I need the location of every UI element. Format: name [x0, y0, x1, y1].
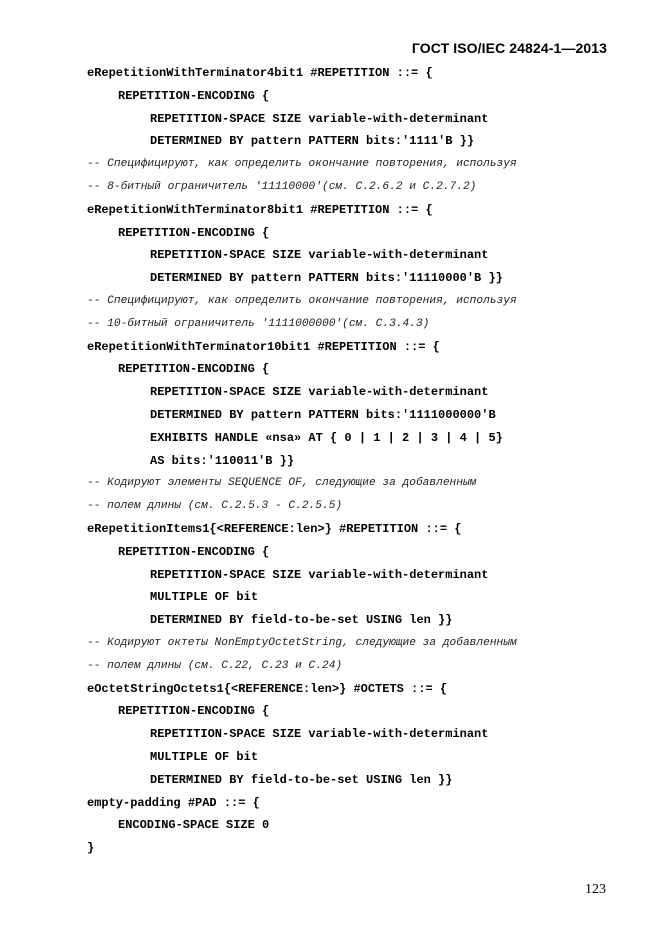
- code-line: DETERMINED BY pattern PATTERN bits:'1111'B }}: [150, 134, 475, 149]
- code-comment: -- полем длины (см. С.22, С.23 и С.24): [87, 659, 343, 672]
- code-comment: -- Специфицируют, как определить окончание повторения, используя: [87, 294, 517, 307]
- code-line: REPETITION-SPACE SIZE variable-with-determinant: [150, 111, 489, 126]
- code-line: eRepetitionWithTerminator8bit1 #REPETITION ::= {: [87, 202, 433, 217]
- code-line: eRepetitionItems1{<REFERENCE:len>} #REPETITION ::= {: [87, 521, 462, 536]
- code-line: }: [87, 841, 95, 856]
- code-line: DETERMINED BY field-to-be-set USING len }}: [150, 613, 453, 628]
- code-line: eOctetStringOctets1{<REFERENCE:len>} #OCTETS ::= {: [87, 681, 448, 696]
- page-number: 123: [585, 882, 606, 897]
- code-line: empty-padding #PAD ::= {: [87, 795, 260, 810]
- code-comment: -- 10-битный ограничитель '1111000000'(см. С.3.4.3): [87, 317, 430, 330]
- code-line: REPETITION-ENCODING {: [118, 544, 270, 559]
- code-line: DETERMINED BY pattern PATTERN bits:'1111000000'B: [150, 407, 496, 422]
- code-line: MULTIPLE OF bit: [150, 749, 259, 764]
- code-line: REPETITION-ENCODING {: [118, 704, 270, 719]
- code-comment: -- Специфицируют, как определить окончание повторения, используя: [87, 158, 517, 171]
- document-header: ГОСТ ISO/IEC 24824-1—2013: [411, 40, 607, 56]
- code-line: ENCODING-SPACE SIZE 0: [118, 818, 270, 833]
- code-line: REPETITION-SPACE SIZE variable-with-determinant: [150, 385, 489, 400]
- code-listing: [87, 62, 627, 860]
- code-line: DETERMINED BY field-to-be-set USING len }}: [150, 772, 453, 787]
- code-comment: -- 8-битный ограничитель '11110000'(см. С.2.6.2 и С.2.7.2): [87, 180, 477, 193]
- code-line: REPETITION-ENCODING {: [118, 88, 270, 103]
- code-line: REPETITION-ENCODING {: [118, 362, 270, 377]
- code-line: DETERMINED BY pattern PATTERN bits:'11110000'B }}: [150, 271, 503, 286]
- code-line: eRepetitionWithTerminator4bit1 #REPETITION ::= {: [87, 66, 433, 80]
- code-comment: -- Кодируют элементы SEQUENCE OF, следующие за добавленным: [87, 477, 477, 490]
- code-comment: -- Кодируют октеты NonEmptyOctetString, следующие за добавленным: [87, 636, 517, 649]
- code-line: REPETITION-SPACE SIZE variable-with-determinant: [150, 567, 489, 582]
- code-line: REPETITION-SPACE SIZE variable-with-determinant: [150, 727, 489, 742]
- code-comment: -- полем длины (см. С.2.5.3 - С.2.5.5): [87, 500, 343, 513]
- code-line: REPETITION-SPACE SIZE variable-with-determinant: [150, 248, 489, 263]
- code-line: AS bits:'110011'B }}: [150, 453, 295, 468]
- code-line: eRepetitionWithTerminator10bit1 #REPETITION ::= {: [87, 339, 440, 354]
- code-line: MULTIPLE OF bit: [150, 590, 259, 605]
- code-line: EXHIBITS HANDLE «nsa» AT { 0 | 1 | 2 | 3 | 4 | 5}: [150, 430, 503, 445]
- code-line: REPETITION-ENCODING {: [118, 225, 270, 240]
